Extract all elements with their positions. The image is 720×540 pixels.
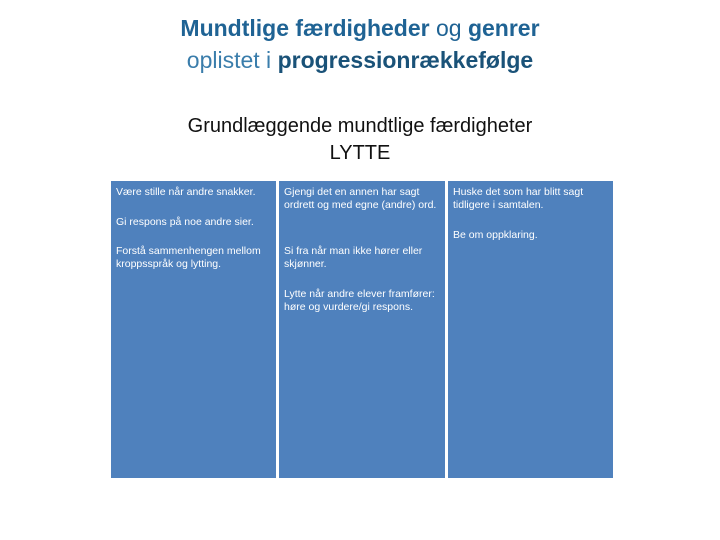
title-conjunction: og bbox=[429, 15, 468, 41]
column-3 bbox=[448, 181, 613, 478]
column-2-item: Lytte når andre elever framfører: høre og vurdere/gi respons. bbox=[284, 288, 435, 313]
column-1-item: Forstå sammenhengen mellom kroppsspråk og lytting. bbox=[116, 245, 261, 270]
column-3-item: Huske det som har blitt sagt tidligere i samtalen. bbox=[453, 186, 584, 211]
column-2-item: skjønne – være klar over, forstå bbox=[284, 167, 432, 179]
subtitle-line-2: LYTTE bbox=[329, 142, 391, 164]
column-1 bbox=[111, 181, 276, 478]
column-2-item: Gjengi det en annen har sagt ordrett og med egne (andre) ord. bbox=[284, 186, 437, 211]
title-line-2-bold: progressionrækkefølge bbox=[277, 47, 534, 73]
slide-title bbox=[0, 12, 720, 76]
title-bold-1: Mundtlige færdigheder bbox=[180, 15, 430, 41]
column-3-item: Be om oppklaring. bbox=[453, 229, 538, 241]
title-line-2-regular: oplistet i bbox=[186, 47, 278, 73]
subtitle-line-1: Grundlæggende mundtlige færdigheter bbox=[187, 115, 533, 137]
title-bold-2: genrer bbox=[467, 15, 540, 41]
column-2-item: Si fra når man ikke hører eller skjønner. bbox=[284, 245, 423, 270]
title-line-1 bbox=[0, 12, 720, 44]
column-2 bbox=[279, 167, 445, 478]
slide-subtitle bbox=[0, 113, 720, 167]
title-line-2 bbox=[0, 44, 720, 76]
column-1-item: Gi respons på noe andre sier. bbox=[116, 216, 254, 228]
column-1-item: Være stille når andre snakker. bbox=[116, 186, 256, 198]
